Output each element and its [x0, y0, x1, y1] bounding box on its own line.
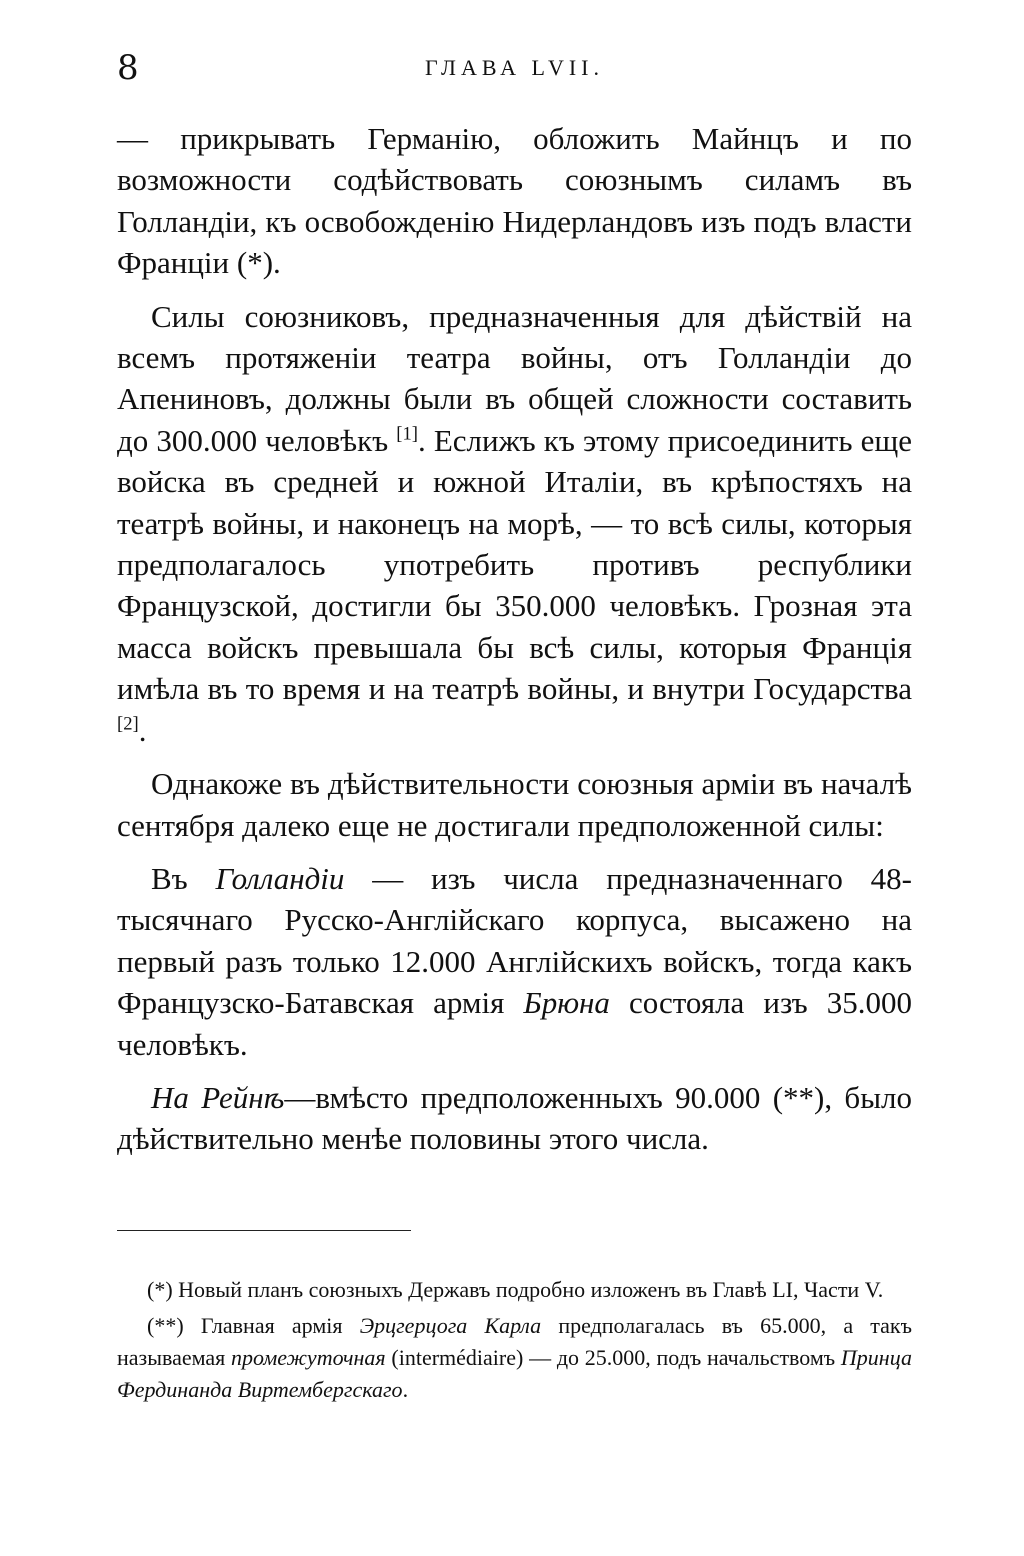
paragraph-2 — [117, 296, 912, 751]
paragraph-text: Однакоже въ дѣйствительности союзныя арміи въ началѣ сентября далеко еще не достигали предположенной силы: — [117, 766, 912, 843]
italic-place-name: Голландіи — [215, 860, 345, 896]
italic-place-name: На Рейнѣ — [151, 1079, 285, 1115]
main-text — [117, 118, 912, 1172]
paragraph-3 — [117, 763, 912, 846]
footnote-text: . — [402, 1377, 409, 1402]
paragraph-text: состояла изъ 35.000 человѣкъ. — [117, 985, 912, 1062]
footnote-text: (intermédiaire) — до 25.000, подъ начальствомъ — [385, 1345, 841, 1370]
running-head: ГЛАВА LVII. — [424, 55, 604, 80]
italic-term: промежуточная — [231, 1345, 386, 1370]
reference-marker: [2] — [117, 713, 139, 735]
paragraph-4 — [117, 858, 912, 1065]
footnote-1 — [117, 1274, 912, 1306]
paragraph-text: —вмѣсто предположенныхъ 90.000 (**), было дѣйствительно менѣе половины этого числа. — [117, 1079, 912, 1157]
page-header — [117, 48, 912, 88]
paragraph-text: . — [138, 712, 147, 748]
page-number: 8 — [117, 48, 139, 88]
italic-person-name: Брюна — [523, 985, 610, 1021]
italic-person-name: Принца Фердинанда Виртембергскаго — [117, 1345, 912, 1402]
paragraph-text: — изъ числа предназначеннаго 48-тысячнаго Русско-Англійскаго корпуса, высажено на первый разъ только 12.000 Англійскихъ войскъ, тогда какъ Французско-Батавская армія — [117, 860, 912, 1021]
reference-marker: [1] — [396, 423, 418, 445]
paragraph-text: — прикрывать Германію, обложить Майнцъ и по возможности содѣйствовать союзнымъ силамъ въ Голландіи, къ освобожденію Нидерландовъ изъ подъ власти Франціи (*). — [117, 121, 912, 281]
footnote-text: предполагалась въ 65.000, а такъ называемая — [117, 1313, 912, 1370]
footnote-text: (**) Главная армія — [147, 1313, 360, 1338]
paragraph-text: Въ — [151, 860, 216, 896]
footnotes — [117, 1274, 912, 1410]
paragraph-text: . Еслижъ къ этому присоединить еще войска въ средней и южной Италіи, въ крѣпостяхъ на театрѣ войны, и наконецъ на морѣ, — то всѣ силы, которыя предполагалось употребить противъ республики Французской, достигли бы 350.000 человѣкъ. Грозная эта масса войскъ превышала бы всѣ силы, которыя Франція имѣла въ то время и на театрѣ войны, и внутри Государства — [117, 422, 913, 707]
paragraph-text: Силы союзниковъ, предназначенныя для дѣйствій на всемъ протяженіи театра войны, отъ Голландіи до Апениновъ, должны были въ общей сложности составить до 300.000 человѣкъ — [117, 298, 912, 458]
italic-person-name: Эрцгерцога Карла — [359, 1313, 542, 1338]
paragraph-5 — [117, 1077, 912, 1160]
footnote-2 — [117, 1310, 912, 1406]
paragraph-1 — [117, 118, 912, 284]
footnote-separator — [117, 1230, 411, 1231]
footnote-text: (*) Новый планъ союзныхъ Державъ подробно изложенъ въ Главѣ LI, Части V. — [147, 1277, 884, 1302]
